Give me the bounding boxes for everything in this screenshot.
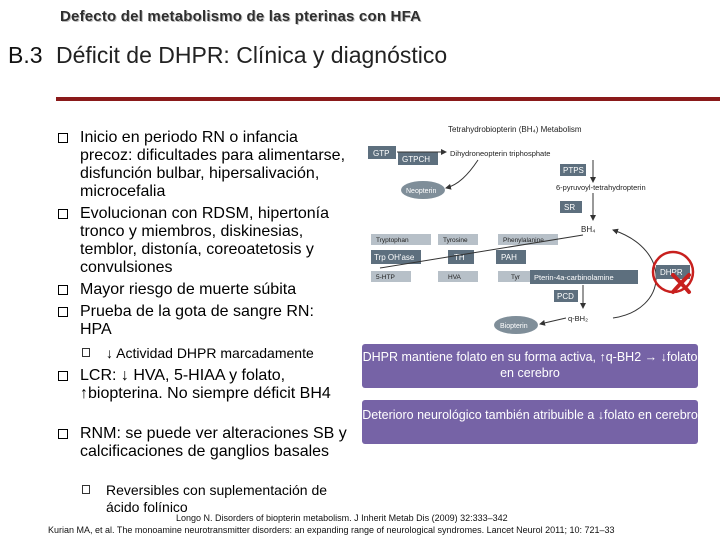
- arrow-to-neopterin: [446, 160, 478, 188]
- gtp-label: GTP: [373, 149, 390, 158]
- reference-kurian: Kurian MA, et al. The monoamine neurotransmitter disorders: an expanding range of neurological syndromes. Lancet Neurol 2011; 10: 721–33: [48, 525, 615, 535]
- bullet-text: Mayor riesgo de muerte súbita: [80, 281, 297, 298]
- blocked-cross-icon: [668, 271, 694, 297]
- biopterin-label: Biopterin: [500, 323, 528, 330]
- bullet-text: RNM: se puede ver alteraciones SB y calcificaciones de ganglios basales: [80, 425, 347, 460]
- sub-bullet-box-icon: [82, 485, 90, 494]
- callout-neuro-deterioration: [362, 400, 698, 444]
- hva-label: HVA: [448, 274, 461, 281]
- title-divider: [56, 97, 720, 101]
- section-number: B.3: [8, 42, 43, 68]
- sr-label: SR: [564, 203, 576, 212]
- diagram-title: Tetrahydrobiopterin (BH₄) Metabolism: [448, 125, 582, 134]
- bh4-metabolism-diagram: [368, 120, 708, 345]
- tyr-label: Tyr: [511, 274, 521, 281]
- arrow-biopterin: [540, 318, 566, 324]
- pcd-label: PCD: [557, 292, 574, 301]
- trpoh-label: Trp OH'ase: [374, 253, 415, 262]
- bullet-box-icon: [58, 285, 68, 295]
- sub-bullet-box-icon: [82, 348, 90, 357]
- sub-bullet-text: Reversibles con suplementación de ácido folínico: [106, 482, 328, 515]
- bullet-text: Prueba de la gota de sangre RN: HPA: [80, 303, 314, 338]
- tryptophan-label: Tryptophan: [376, 237, 409, 244]
- dhpr-label: DHPR: [660, 268, 683, 277]
- bullet-box-icon: [58, 133, 68, 143]
- phenylalanine-label: Phenylalanine: [503, 237, 544, 244]
- slide-header: Defecto del metabolismo de las pterinas con HFA: [60, 8, 422, 25]
- sub-bullet-text: ↓ Actividad DHPR marcadamente: [106, 345, 314, 361]
- tyrosine-label: Tyrosine: [443, 237, 468, 244]
- qbh2-label: q-BH₂: [568, 314, 588, 323]
- pah-label: PAH: [501, 253, 517, 262]
- bh4-label: BH₄: [581, 225, 596, 234]
- th-label: TH: [454, 253, 465, 262]
- bullet-box-icon: [58, 429, 68, 439]
- bullet-box-icon: [58, 371, 68, 381]
- dihydroneopterin-label: Dihydroneopterin triphosphate: [450, 149, 551, 158]
- pterin-label: Pterin-4a-carbinolamine: [534, 273, 614, 282]
- neopterin-label: Neopterin: [406, 188, 437, 195]
- pyruvoyl-label: 6-pyruvoyl-tetrahydropterin: [556, 183, 646, 192]
- callout-text: Deterioro neurológico también atribuible a ↓folato en cerebro: [362, 408, 698, 422]
- bullet-text: Evolucionan con RDSM, hipertonía tronco y miembros, diskinesias, temblor, distonía, coreoatetosis y convulsiones: [80, 205, 330, 276]
- slide-title: Déficit de DHPR: Clínica y diagnóstico: [56, 42, 448, 68]
- 5htp-label: 5-HTP: [376, 274, 395, 281]
- callout-text: DHPR mantiene folato en su forma activa, ↑q-BH2 → ↓folato en cerebro: [362, 350, 698, 380]
- bullet-text: Inicio en periodo RN o infancia precoz: dificultades para alimentarse, disfunción bulbar, hipersalivación, microcefalia: [80, 129, 346, 200]
- bullet-text: LCR: ↓ HVA, 5-HIAA y folato, ↑biopterina. No siempre déficit BH4: [80, 367, 331, 402]
- gtpch-label: GTPCH: [402, 155, 430, 164]
- reference-longo: Longo N. Disorders of biopterin metabolism. J Inherit Metab Dis (2009) 32:333–342: [176, 513, 508, 523]
- bullet-box-icon: [58, 209, 68, 219]
- ptps-label: PTPS: [563, 166, 584, 175]
- callout-dhpr-folate: [362, 344, 698, 388]
- bullet-box-icon: [58, 307, 68, 317]
